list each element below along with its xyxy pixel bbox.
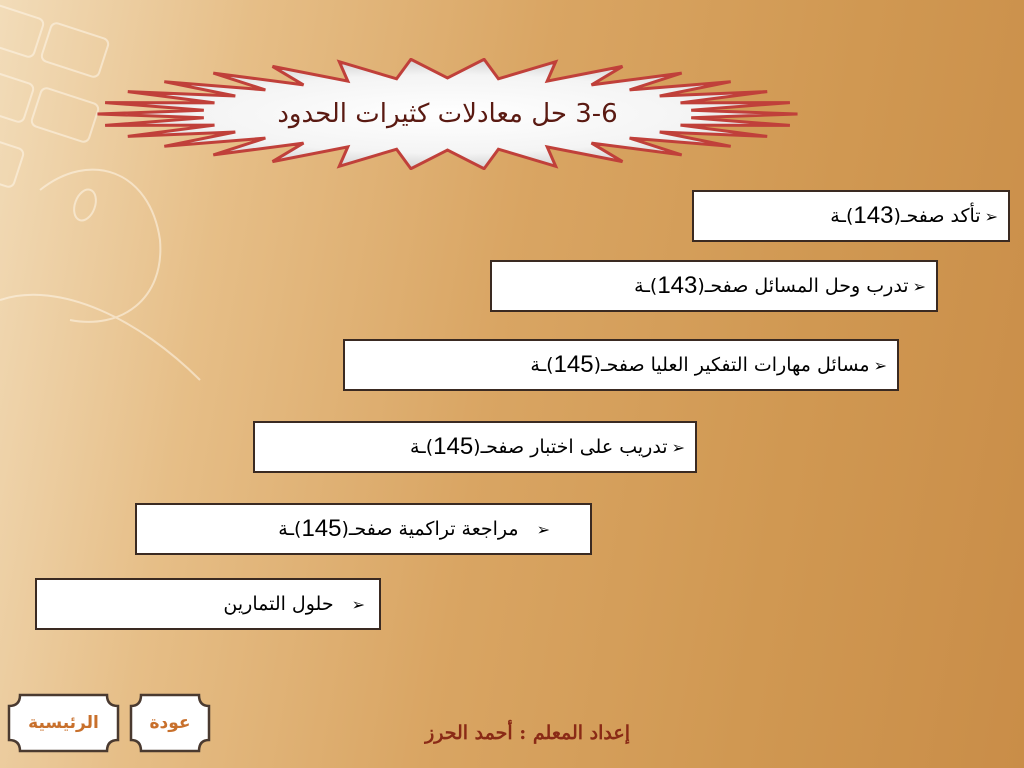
menu-item-check[interactable]: [692, 190, 1010, 242]
arrow-bullet-icon: ➢: [873, 355, 887, 375]
menu-item-test-practice[interactable]: [253, 421, 697, 473]
item-page-suffix: )ـة: [409, 436, 434, 458]
item-page-number: 145: [433, 433, 474, 460]
home-button-label: الرئيسية: [28, 713, 99, 733]
item-label: مسائل مهارات التفكير العليا صفحـ(: [593, 354, 870, 376]
item-page-suffix: )ـة: [530, 354, 554, 376]
menu-item-cumulative-review[interactable]: [135, 503, 592, 555]
arrow-bullet-icon: ➢: [536, 519, 550, 539]
back-button[interactable]: [128, 692, 212, 754]
item-label: تأكد صفحـ(: [893, 205, 981, 227]
menu-item-practice[interactable]: [490, 260, 938, 312]
arrow-bullet-icon: ➢: [671, 437, 685, 457]
item-page-number: 145: [553, 351, 594, 378]
title-banner: [95, 58, 800, 170]
item-page-suffix: )ـة: [278, 518, 302, 540]
arrow-bullet-icon: ➢: [912, 276, 926, 296]
item-page-number: 143: [657, 272, 698, 299]
item-label: حلول التمارين: [223, 593, 334, 615]
arrow-bullet-icon: ➢: [351, 594, 365, 614]
item-page-suffix: )ـة: [830, 205, 854, 227]
page-title: 3-6 حل معادلات كثيرات الحدود: [277, 99, 618, 129]
item-label: مراجعة تراكمية صفحـ(: [341, 518, 519, 540]
home-button[interactable]: [6, 692, 121, 754]
item-label: تدرب وحل المسائل صفحـ(: [697, 275, 909, 297]
author-credit: إعداد المعلم : أحمد الحرز: [425, 722, 630, 744]
menu-item-solutions[interactable]: [35, 578, 381, 630]
back-button-label: عودة: [149, 713, 191, 733]
item-label: تدريب على اختبار صفحـ(: [473, 436, 668, 458]
item-page-number: 143: [853, 202, 894, 229]
item-page-suffix: )ـة: [634, 275, 658, 297]
item-page-number: 145: [301, 515, 342, 542]
menu-item-higher-order[interactable]: [343, 339, 899, 391]
arrow-bullet-icon: ➢: [984, 206, 998, 226]
